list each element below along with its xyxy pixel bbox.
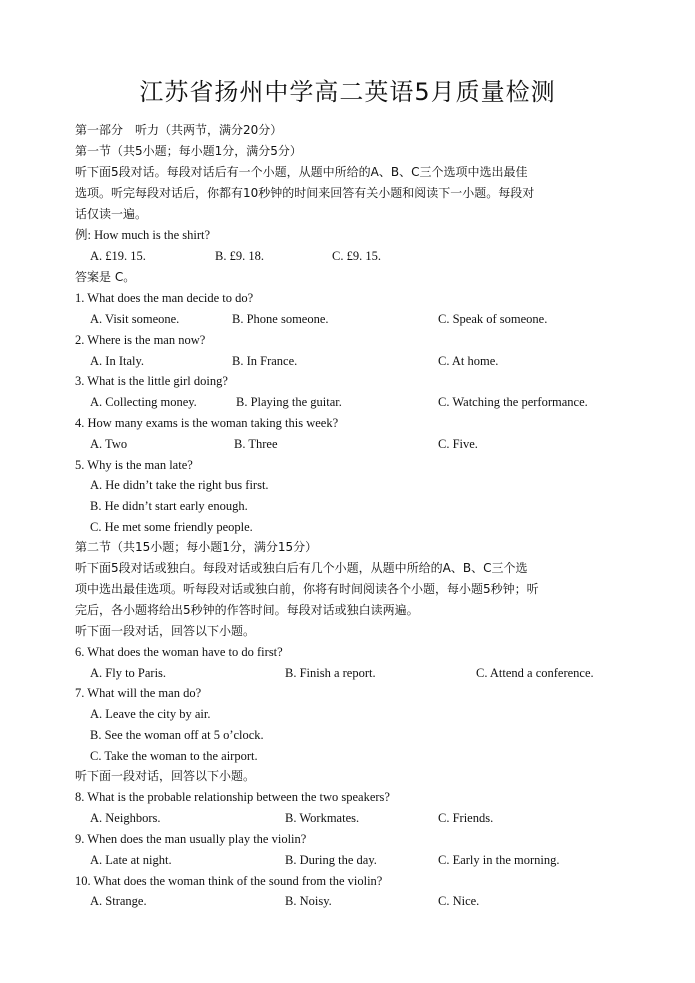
example-answer: 答案是 C。 — [75, 270, 136, 284]
q9-option-c: C. Early in the morning. — [438, 853, 560, 867]
q6-option-b: B. Finish a report. — [285, 666, 376, 680]
section2-instruction-line: 完后，各小题将给出5秒钟的作答时间。每段对话或独白读两遍。 — [75, 603, 419, 617]
section1-instruction-line: 话仅读一遍。 — [75, 207, 148, 221]
q5-option-c: C. He met some friendly people. — [90, 520, 253, 534]
question-7: 7. What will the man do? — [75, 686, 202, 700]
example-question: 例: How much is the shirt? — [75, 228, 211, 242]
question-10: 10. What does the woman think of the sound from the violin? — [75, 874, 383, 888]
section1-instruction-line: 听下面5段对话。每段对话后有一个小题，从题中所给的A、B、C三个选项中选出最佳 — [75, 165, 528, 179]
q4-option-a: A. Two — [90, 437, 128, 451]
sub-instruction: 听下面一段对话，回答以下小题。 — [75, 769, 256, 783]
q4-option-c: C. Five. — [438, 437, 478, 451]
section2-instruction-line: 听下面5段对话或独白。每段对话或独白后有几个小题，从题中所给的A、B、C三个选 — [75, 561, 528, 575]
q8-option-b: B. Workmates. — [285, 811, 360, 825]
part1-heading: 第一部分 听力（共两节，满分20分） — [75, 123, 283, 137]
question-1: 1. What does the man decide to do? — [75, 291, 254, 305]
section1-heading: 第一节（共5小题；每小题1分，满分5分） — [75, 144, 302, 158]
q10-option-a: A. Strange. — [90, 894, 147, 908]
q5-option-a: A. He didn’t take the right bus first. — [90, 478, 269, 492]
q2-option-c: C. At home. — [438, 354, 499, 368]
question-9: 9. When does the man usually play the violin? — [75, 832, 307, 846]
q8-option-c: C. Friends. — [438, 811, 494, 825]
q1-option-a: A. Visit someone. — [90, 312, 180, 326]
question-2: 2. Where is the man now? — [75, 333, 206, 347]
question-3: 3. What is the little girl doing? — [75, 374, 228, 388]
q1-option-c: C. Speak of someone. — [438, 312, 548, 326]
example-option-c: C. £9. 15. — [332, 249, 381, 263]
q6-option-c: C. Attend a conference. — [476, 666, 594, 680]
sub-instruction: 听下面一段对话，回答以下小题。 — [75, 624, 256, 638]
q2-option-a: A. In Italy. — [90, 354, 145, 368]
q9-option-b: B. During the day. — [285, 853, 377, 867]
q7-option-a: A. Leave the city by air. — [90, 707, 211, 721]
q7-option-c: C. Take the woman to the airport. — [90, 749, 258, 763]
q6-option-a: A. Fly to Paris. — [90, 666, 167, 680]
q3-option-a: A. Collecting money. — [90, 395, 197, 409]
page-title: 江苏省扬州中学高二英语5月质量检测 — [139, 78, 556, 106]
q3-option-b: B. Playing the guitar. — [236, 395, 342, 409]
section1-instruction-line: 选项。听完每段对话后，你都有10秒钟的时间来回答有关小题和阅读下一小题。每段对 — [75, 186, 535, 200]
question-8: 8. What is the probable relationship between the two speakers? — [75, 790, 390, 804]
q2-option-b: B. In France. — [232, 354, 298, 368]
q4-option-b: B. Three — [234, 437, 278, 451]
q8-option-a: A. Neighbors. — [90, 811, 161, 825]
example-option-b: B. £9. 18. — [215, 249, 264, 263]
question-6: 6. What does the woman have to do first? — [75, 645, 283, 659]
question-5: 5. Why is the man late? — [75, 458, 193, 472]
section2-heading: 第二节（共15小题；每小题1分，满分15分） — [75, 540, 318, 554]
section2-instruction-line: 项中选出最佳选项。听每段对话或独白前，你将有时间阅读各个小题，每小题5秒钟；听 — [75, 582, 539, 596]
q10-option-c: C. Nice. — [438, 894, 480, 908]
q9-option-a: A. Late at night. — [90, 853, 172, 867]
q3-option-c: C. Watching the performance. — [438, 395, 588, 409]
question-4: 4. How many exams is the woman taking this week? — [75, 416, 339, 430]
q10-option-b: B. Noisy. — [285, 894, 332, 908]
q1-option-b: B. Phone someone. — [232, 312, 329, 326]
example-option-a: A. £19. 15. — [90, 249, 146, 263]
q7-option-b: B. See the woman off at 5 o’clock. — [90, 728, 264, 742]
q5-option-b: B. He didn’t start early enough. — [90, 499, 248, 513]
